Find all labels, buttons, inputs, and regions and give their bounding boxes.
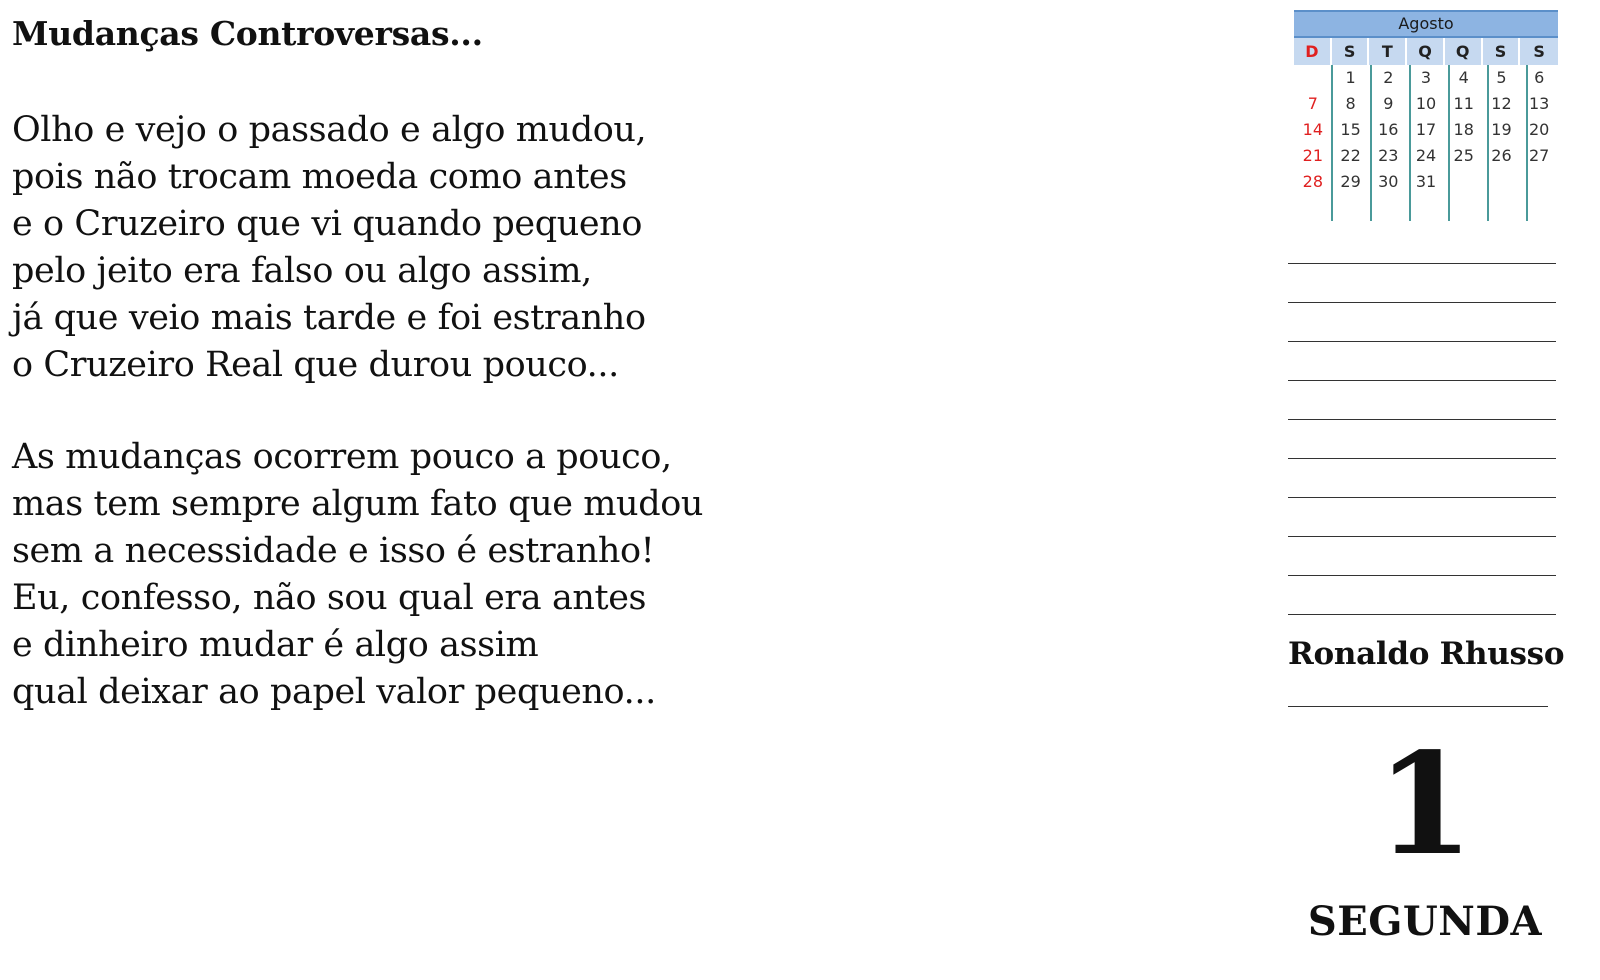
note-line [1288, 382, 1556, 420]
verse-line: sem a necessidade e isso é estranho! [12, 531, 655, 571]
calendar-day: 26 [1491, 146, 1512, 165]
note-line [1288, 226, 1556, 264]
calendar-day: 16 [1378, 120, 1399, 139]
calendar-weekday-row [1294, 36, 1558, 65]
calendar-day: 9 [1383, 94, 1394, 113]
calendar-week-row [1294, 117, 1558, 143]
calendar-day: 4 [1458, 68, 1469, 87]
verse-line: e dinheiro mudar é algo assim [12, 625, 539, 665]
calendar-day: 20 [1528, 120, 1550, 139]
calendar-day: 3 [1420, 68, 1432, 87]
note-line [1288, 460, 1556, 498]
calendar-day: 2 [1383, 68, 1394, 87]
verse-line: e o Cruzeiro que vi quando pequeno [12, 204, 642, 244]
calendar-day: 24 [1415, 146, 1437, 165]
poem-title: Mudanças Controversas... [12, 14, 483, 53]
weekday-label: S [1483, 38, 1521, 65]
note-lines [1288, 226, 1556, 616]
calendar-day: 23 [1378, 146, 1399, 165]
calendar-column-divider [1331, 65, 1333, 221]
calendar-day [1407, 195, 1445, 221]
sidebar [1280, 0, 1580, 980]
verse-line: Olho e vejo o passado e algo mudou, [12, 110, 647, 150]
calendar-column-divider [1448, 65, 1450, 221]
calendar-column-divider [1487, 65, 1489, 221]
calendar-day: 22 [1340, 146, 1361, 165]
calendar-day: 30 [1378, 172, 1399, 191]
calendar-day: 5 [1496, 68, 1507, 87]
calendar-day: 7 [1307, 94, 1318, 113]
calendar-day: 10 [1415, 94, 1437, 113]
verse-line: mas tem sempre algum fato que mudou [12, 484, 704, 524]
weekday-label: T [1369, 38, 1407, 65]
note-line [1288, 343, 1556, 381]
calendar-day [1369, 195, 1407, 221]
calendar-day: 21 [1302, 146, 1324, 165]
calendar-week-row [1294, 91, 1558, 117]
calendar-day: 19 [1491, 120, 1512, 139]
note-line [1288, 304, 1556, 342]
note-line [1288, 421, 1556, 459]
mini-calendar [1294, 10, 1558, 221]
calendar-day: 1 [1345, 68, 1356, 87]
calendar-day [1445, 169, 1483, 195]
weekday-label: Q [1445, 38, 1483, 65]
calendar-day: 11 [1453, 94, 1474, 113]
calendar-day: 13 [1528, 94, 1550, 113]
calendar-day: 14 [1302, 120, 1324, 139]
day-number: 1 [1376, 723, 1474, 887]
note-line [1288, 265, 1556, 303]
calendar-day-grid [1294, 65, 1558, 221]
weekday-label: S [1332, 38, 1370, 65]
calendar-day: 31 [1415, 172, 1437, 191]
weekday-label: S [1533, 42, 1545, 61]
poem [12, 12, 1012, 716]
calendar-day: 27 [1528, 146, 1550, 165]
calendar-week-row [1294, 169, 1558, 195]
verse-line: qual deixar ao papel valor pequeno... [12, 672, 656, 712]
calendar-column-divider [1526, 65, 1528, 221]
stanza-1 [12, 107, 1012, 389]
calendar-day: 17 [1415, 120, 1437, 139]
calendar-day [1332, 195, 1370, 221]
calendar-day: 29 [1340, 172, 1361, 191]
author-name: Ronaldo Rhusso [1288, 636, 1565, 672]
calendar-day [1294, 65, 1332, 91]
calendar-column-divider [1409, 65, 1411, 221]
verse-line: pelo jeito era falso ou algo assim, [12, 251, 592, 291]
calendar-week-row [1294, 195, 1558, 221]
stanza-2 [12, 434, 1012, 716]
note-line [1288, 499, 1556, 537]
calendar-day: 6 [1534, 68, 1545, 87]
weekday-name: SEGUNDA [1307, 898, 1543, 945]
weekday-label: Q [1407, 38, 1445, 65]
calendar-month-title: Agosto [1294, 10, 1558, 36]
weekday-label: D [1294, 38, 1332, 65]
calendar-day [1294, 195, 1332, 221]
author-underline [1288, 706, 1548, 707]
calendar-week-row [1294, 65, 1558, 91]
verse-line: o Cruzeiro Real que durou pouco... [12, 345, 619, 385]
verse-line: Eu, confesso, não sou qual era antes [12, 578, 647, 618]
calendar-week-row [1294, 143, 1558, 169]
verse-line: pois não trocam moeda como antes [12, 157, 627, 197]
note-line [1288, 577, 1556, 615]
verse-line: As mudanças ocorrem pouco a pouco, [12, 437, 672, 477]
verse-line: já que veio mais tarde e foi estranho [12, 298, 646, 338]
calendar-column-divider [1370, 65, 1372, 221]
calendar-day [1445, 195, 1483, 221]
calendar-day: 8 [1345, 94, 1356, 113]
calendar-day: 28 [1302, 172, 1324, 191]
calendar-day: 12 [1491, 94, 1512, 113]
note-line [1288, 538, 1556, 576]
calendar-day: 15 [1340, 120, 1361, 139]
calendar-day: 18 [1453, 120, 1474, 139]
calendar-day: 25 [1453, 146, 1474, 165]
